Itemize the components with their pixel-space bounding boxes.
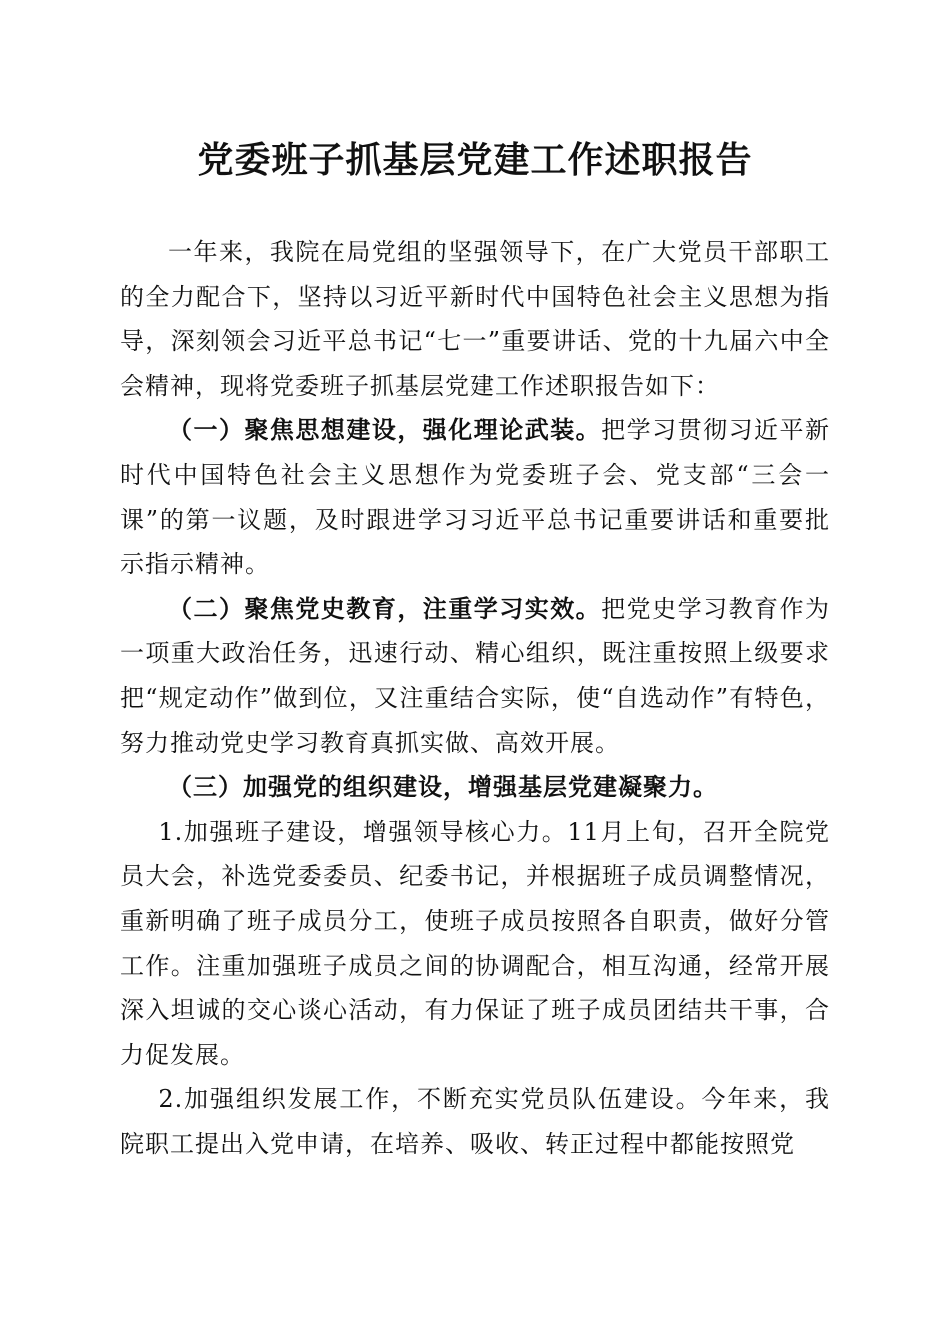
section-2-paragraph bbox=[120, 587, 830, 765]
section-3-heading: （三）加强党的组织建设，增强基层党建凝聚力。 bbox=[168, 772, 718, 802]
item-2-paragraph: 2.加强组织发展工作，不断充实党员队伍建设。今年来，我院职工提出入党申请，在培养、吸收、转正过程中都能按照党 bbox=[120, 1085, 830, 1158]
section-1-text: 把学习贯彻习近平新时代中国特色社会主义思想作为党委班子会、党支部“三会一课”的第一议题，及时跟进学习习近平总书记重要讲话和重要批示指示精神。 bbox=[120, 416, 831, 579]
section-1-lead: （一）聚焦思想建设，强化理论武装。 bbox=[168, 415, 602, 445]
intro-paragraph: 一年来，我院在局党组的坚强领导下，在广大党员干部职工的全力配合下，坚持以习近平新时代中国特色社会主义思想为指导，深刻领会习近平总书记“七一”重要讲话、党的十九届六中全会精神，现将党委班子抓基层党建工作述职报告如下： bbox=[120, 238, 830, 400]
item-1-paragraph: 1.加强班子建设，增强领导核心力。11月上旬，召开全院党员大会，补选党委委员、纪委书记，并根据班子成员调整情况，重新明确了班子成员分工，使班子成员按照各自职责，做好分管工作。注重加强班子成员之间的协调配合，相互沟通，经常开展深入坦诚的交心谈心活动，有力保证了班子成员团结共干事，合力促发展。 bbox=[120, 817, 830, 1069]
document-body bbox=[120, 230, 830, 1166]
section-1-paragraph bbox=[120, 408, 830, 586]
section-2-lead: （二）聚焦党史教育，注重学习实效。 bbox=[168, 593, 602, 623]
section-2-text: 把党史学习教育作为一项重大政治任务，迅速行动、精心组织，既注重按照上级要求把“规定动作”做到位，又注重结合实际，使“自选动作”有特色，努力推动党史学习教育真抓实做、高效开展。 bbox=[120, 594, 831, 757]
document-title: 党委班子抓基层党建工作述职报告 bbox=[197, 139, 753, 181]
